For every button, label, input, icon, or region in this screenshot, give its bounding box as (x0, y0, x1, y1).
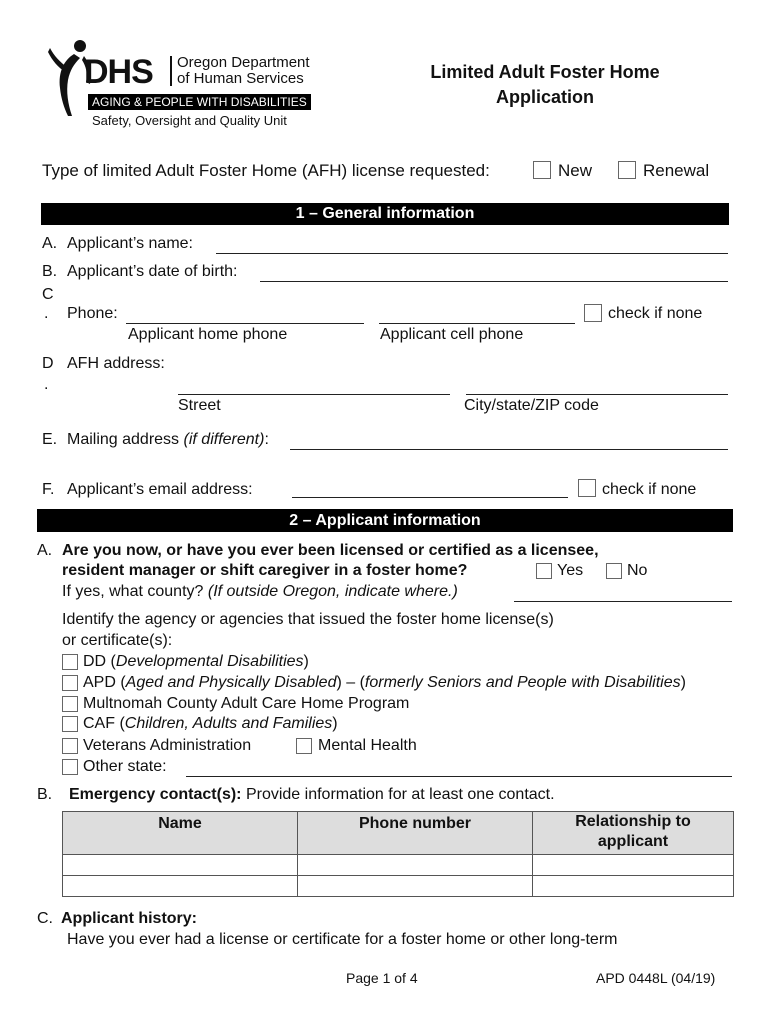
mental-health-label: Mental Health (318, 737, 417, 754)
mailing-colon: : (264, 431, 269, 448)
item-d-dot: . (44, 376, 49, 393)
multnomah-checkbox[interactable] (62, 696, 78, 712)
division-banner: AGING & PEOPLE WITH DISABILITIES (88, 94, 311, 110)
mailing-address-field[interactable] (290, 449, 728, 450)
emergency-contact-heading: Emergency contact(s): (69, 786, 242, 803)
county-question: If yes, what county? (62, 583, 204, 600)
applicant-history-heading: Applicant history: (61, 910, 198, 927)
caf-abbrev: CAF ( (83, 715, 125, 732)
dhs-logo-text: DHS (84, 53, 153, 91)
email-none-checkbox[interactable] (578, 479, 596, 497)
email-field[interactable] (292, 497, 568, 498)
table-cell-relationship[interactable] (533, 855, 734, 876)
caf-checkbox[interactable] (62, 716, 78, 732)
street-caption: Street (178, 397, 221, 414)
table-row (63, 876, 734, 897)
phone-label: Phone: (67, 305, 118, 322)
section-1-header: 1 – General information (41, 203, 729, 225)
other-state-label: Other state: (83, 758, 167, 775)
home-phone-field[interactable] (126, 323, 364, 324)
item-2b-letter: B. (37, 786, 53, 803)
renewal-checkbox[interactable] (618, 161, 636, 179)
apd-mid: ) – ( (336, 674, 365, 691)
identify-agency-line-2: or certificate(s): (62, 632, 173, 649)
city-state-zip-field[interactable] (466, 394, 728, 395)
dob-label: Applicant’s date of birth: (67, 263, 238, 280)
dd-close: ) (303, 653, 309, 670)
logo-divider (170, 56, 172, 86)
item-c-letter: C (42, 286, 54, 303)
email-label: Applicant’s email address: (67, 481, 253, 498)
street-field[interactable] (178, 394, 450, 395)
emergency-contact-label (69, 786, 555, 804)
table-header-phone: Phone number (298, 812, 533, 855)
home-phone-caption: Applicant home phone (128, 326, 288, 343)
table-header-name: Name (63, 812, 298, 855)
licensed-yes-checkbox[interactable] (536, 563, 552, 579)
applicant-history-question: Have you ever had a license or certificate for a foster home or other long-term (67, 931, 618, 948)
org-line-2: of Human Services (177, 70, 304, 87)
licensed-no-checkbox[interactable] (606, 563, 622, 579)
table-cell-name[interactable] (63, 876, 298, 897)
applicant-name-label: Applicant’s name: (67, 235, 193, 252)
veterans-label: Veterans Administration (83, 737, 252, 754)
caf-close: ) (332, 715, 338, 732)
phone-none-checkbox[interactable] (584, 304, 602, 322)
table-header-relationship: Relationship to applicant (533, 812, 734, 855)
caf-label (83, 715, 338, 733)
renewal-label: Renewal (643, 161, 710, 180)
form-title-line-2: Application (496, 87, 594, 107)
item-d-letter: D (42, 355, 54, 372)
apd-checkbox[interactable] (62, 675, 78, 691)
item-c-dot: . (44, 305, 49, 322)
licensed-yes-label: Yes (557, 562, 584, 579)
mailing-address-label (67, 431, 269, 449)
dob-field[interactable] (260, 281, 728, 282)
licensed-no-label: No (627, 562, 648, 579)
table-cell-name[interactable] (63, 855, 298, 876)
other-state-checkbox[interactable] (62, 759, 78, 775)
veterans-checkbox[interactable] (62, 738, 78, 754)
other-state-field[interactable] (186, 776, 732, 777)
new-label: New (558, 161, 593, 180)
identify-agency-line-1: Identify the agency or agencies that issued the foster home license(s) (62, 611, 554, 628)
dd-abbrev: DD ( (83, 653, 116, 670)
org-line-1: Oregon Department (177, 54, 310, 71)
form-title-line-1: Limited Adult Foster Home (430, 62, 660, 82)
section-2-header: 2 – Applicant information (37, 509, 733, 532)
item-f-letter: F. (42, 481, 55, 498)
table-cell-phone[interactable] (298, 876, 533, 897)
item-b-letter: B. (42, 263, 58, 280)
item-2c-letter: C. (37, 910, 53, 927)
table-cell-phone[interactable] (298, 855, 533, 876)
county-note: (If outside Oregon, indicate where.) (207, 583, 458, 600)
apd-close: ) (680, 674, 686, 691)
county-field[interactable] (514, 601, 732, 602)
phone-none-label: check if none (608, 305, 703, 322)
city-caption: City/state/ZIP code (464, 397, 599, 414)
mailing-address-text: Mailing address (67, 431, 180, 448)
licensed-question-line-2: resident manager or shift caregiver in a foster home? (62, 562, 468, 579)
license-type-question: Type of limited Adult Foster Home (AFH) license requested: (42, 161, 490, 180)
item-a-letter: A. (42, 235, 58, 252)
apd-former: formerly Seniors and People with Disabilities (364, 674, 681, 691)
page-number: Page 1 of 4 (346, 970, 418, 986)
dd-full: Developmental Disabilities (115, 653, 304, 670)
applicant-name-field[interactable] (216, 253, 728, 254)
mental-health-checkbox[interactable] (296, 738, 312, 754)
afh-address-label: AFH address: (67, 355, 165, 372)
caf-full: Children, Adults and Families (124, 715, 333, 732)
item-e-letter: E. (42, 431, 58, 448)
mailing-address-note: (if different) (183, 431, 265, 448)
cell-phone-field[interactable] (379, 323, 575, 324)
cell-phone-caption: Applicant cell phone (380, 326, 524, 343)
licensed-question-line-1: Are you now, or have you ever been licensed or certified as a licensee, (62, 542, 599, 559)
form-number: APD 0448L (04/19) (596, 970, 716, 986)
table-header-row (63, 812, 734, 855)
dd-checkbox[interactable] (62, 654, 78, 670)
apd-label (83, 674, 686, 692)
apd-abbrev: APD ( (83, 674, 126, 691)
email-none-label: check if none (602, 481, 697, 498)
dd-label (83, 653, 309, 671)
item-2a-letter: A. (37, 542, 53, 559)
emergency-contact-table (62, 811, 734, 897)
table-cell-relationship[interactable] (533, 876, 734, 897)
county-label (62, 583, 458, 601)
table-row (63, 855, 734, 876)
unit-name: Safety, Oversight and Quality Unit (92, 113, 287, 128)
new-checkbox[interactable] (533, 161, 551, 179)
multnomah-label: Multnomah County Adult Care Home Program (83, 695, 410, 712)
emergency-contact-instruction: Provide information for at least one contact. (245, 786, 555, 803)
apd-full: Aged and Physically Disabled (125, 674, 337, 691)
